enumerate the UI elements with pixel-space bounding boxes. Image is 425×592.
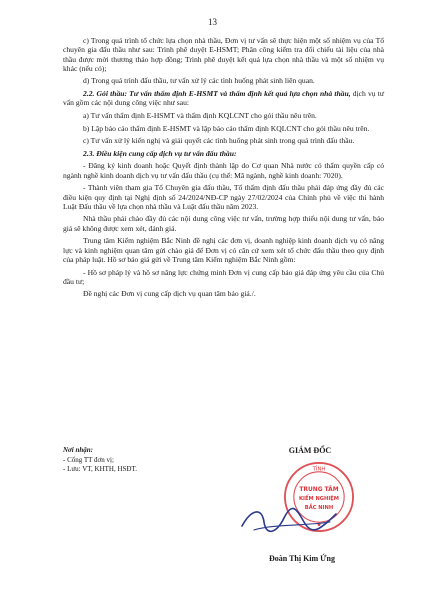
stamp-text: TỈNH bbox=[312, 466, 326, 473]
body-paragraph: Đề nghị các Đơn vị cung cấp dịch vụ quan tâm báo giá./. bbox=[83, 289, 256, 299]
handwritten-signature bbox=[234, 504, 344, 536]
recipients-list bbox=[63, 446, 137, 474]
stamp-text: KIỂM NGHIỆM bbox=[299, 495, 339, 502]
stamp-text: TRUNG TÂM bbox=[299, 487, 339, 494]
section-heading bbox=[63, 89, 384, 108]
document-body bbox=[63, 36, 384, 302]
stamp-text: BẮC NINH bbox=[304, 504, 334, 511]
body-paragraph: - Thành viên tham gia Tổ Chuyên gia đấu thầu, Tổ thẩm định đấu thầu phải đáp ứng đầy đủ các điều kiện quy định tại Nghị định số 24/2024/NĐ-CP ngày 27/02/2024 của Chính phủ về việc thi hành Luật Đấu thầu về lựa chọn nhà thầu và Luật đấu thầu năm 2023. bbox=[63, 183, 384, 211]
section-heading-rest: dịch vụ tư vấn gồm các nội dung công việc như sau: bbox=[63, 89, 384, 108]
body-paragraph: Nhà thầu phải chào đầy đủ các nội dung công việc tư vấn, trường hợp thiếu nội dung tư vấn, báo giá sẽ không được xem xét, đánh giá. bbox=[63, 214, 384, 233]
body-paragraph: c) Trong quá trình tổ chức lựa chọn nhà thầu, Đơn vị tư vấn sẽ thực hiện một số nhiệm vụ của Tổ chuyên gia đấu thầu như sau: Trình phê duyệt E-HSMT; Phân công kiểm tra đối chiếu tài liệu của nhà thầu được mời thương thảo hợp đồng; Trình phê duyệt kết quả lựa chọn nhà thầu và một số nhiệm vụ khác (nếu có); bbox=[63, 36, 384, 73]
body-paragraph: b) Lập báo cáo thẩm định E-HSMT và lập báo cáo thẩm định KQLCNT cho gói thầu nêu trên. bbox=[83, 123, 370, 133]
svg-text:★: ★ bbox=[316, 522, 322, 529]
section-heading bbox=[63, 149, 384, 158]
signer-name: Đoàn Thị Kim Ứng bbox=[268, 554, 335, 563]
body-paragraph: Trung tâm Kiểm nghiệm Bắc Ninh đề nghị các đơn vị, doanh nghiệp kinh doanh dịch vụ có năng lực và kinh nghiệm quan tâm gửi chào giá để Đơn vị có căn cứ xem xét tổ chức đấu thầu theo quy định của pháp luật. Hồ sơ báo giá gửi về Trung tâm Kiểm nghiệm Bắc Ninh gồm: bbox=[63, 236, 384, 264]
body-paragraph: a) Tư vấn thẩm định E-HSMT và thẩm định KQLCNT cho gói thầu nêu trên. bbox=[83, 110, 317, 120]
signature-block bbox=[63, 446, 384, 576]
body-paragraph: - Hồ sơ pháp lý và hồ sơ năng lực chứng minh Đơn vị cung cấp báo giá đáp ứng yêu cầu của Chủ đầu tư; bbox=[63, 267, 384, 286]
body-paragraph: d) Trong quá trình đấu thầu, tư vấn xử lý các tình huống phát sinh liên quan. bbox=[83, 76, 315, 86]
recipients-title: Nơi nhận: bbox=[63, 446, 94, 454]
section-heading-title: 2.3. Điều kiện cung cấp dịch vụ tư vấn đấu thầu: bbox=[83, 148, 237, 158]
signer-position: GIÁM ĐỐC bbox=[288, 446, 332, 455]
section-heading-title: 2.2. Gói thầu: Tư vấn thẩm định E-HSMT và thẩm định kết quả lựa chọn nhà thầu, bbox=[83, 89, 351, 99]
body-paragraph: - Đăng ký kinh doanh hoặc Quyết định thành lập do Cơ quan Nhà nước có thẩm quyền cấp có ngành nghề kinh doanh dịch vụ tư vấn đấu thầu (cụ thể: Mã ngành, nghề kinh doanh: 7020). bbox=[63, 161, 384, 180]
recipient-item: - Lưu: VT, KHTH, HSĐT. bbox=[63, 465, 137, 473]
recipient-item: - Cổng TT đơn vị; bbox=[63, 456, 114, 464]
body-paragraph: c) Tư vấn xử lý kiến nghị và giải quyết các tình huống phát sinh trong quá trình đấu thầu. bbox=[83, 136, 355, 146]
page-number: 13 bbox=[208, 17, 217, 27]
